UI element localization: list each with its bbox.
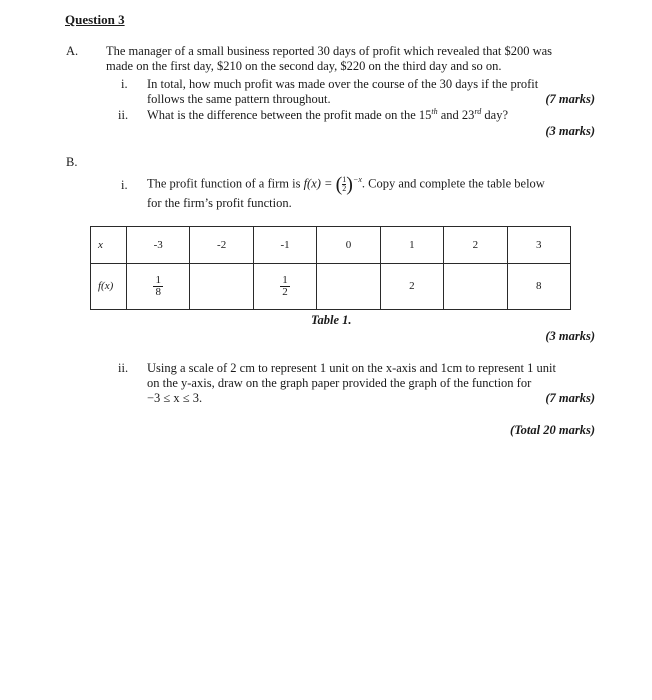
- part-b-q2-line3: −3 ≤ x ≤ 3.: [147, 391, 203, 405]
- part-a-q1-line2: follows the same pattern throughout.: [147, 92, 331, 106]
- profit-function-table: [90, 226, 571, 310]
- part-b-q1-number: i.: [121, 178, 128, 192]
- question-title: Question 3: [65, 12, 125, 27]
- table-cell-x: -1: [253, 227, 316, 264]
- part-a-q1-marks: (7 marks): [545, 92, 595, 106]
- part-b-q2-line2: on the y-axis, draw on the graph paper provided the graph of the function for: [147, 376, 532, 390]
- table-cell-fx-empty: [317, 264, 380, 310]
- part-a-q1-number: i.: [121, 77, 128, 91]
- table-cell-fx-empty: [444, 264, 507, 310]
- table-row-fx: [91, 264, 571, 310]
- part-a-q2-number: ii.: [118, 108, 129, 122]
- part-a-intro-line1: The manager of a small business reported 30 days of profit which revealed that $200 was: [106, 44, 553, 58]
- part-b-q2-marks: (7 marks): [545, 391, 595, 405]
- part-a-q1-line1: In total, how much profit was made over the course of the 30 days if the profit: [147, 77, 539, 91]
- table-cell-fx: 8: [507, 264, 570, 310]
- table-cell-fx-empty: [190, 264, 253, 310]
- part-b-q1-marks: (3 marks): [545, 329, 595, 343]
- part-b-q2-number: ii.: [118, 361, 129, 375]
- part-b-q2-line1: Using a scale of 2 cm to represent 1 unit on the x-axis and 1cm to represent 1 unit: [147, 361, 556, 375]
- superscript-rd: rd: [474, 106, 482, 116]
- table-cell-x: 2: [444, 227, 507, 264]
- fraction-one-eighth: $\frac{1}{8}$: [155, 274, 161, 298]
- table-cell-fx: 2: [380, 264, 443, 310]
- part-b-q1-line2: for the firm’s profit function.: [147, 196, 292, 210]
- part-a-q2-marks: (3 marks): [545, 124, 595, 138]
- function-base-fraction: $\frac{1}{2}$: [342, 175, 347, 193]
- table-row-x: [91, 227, 571, 264]
- function-exponent: −x: [352, 175, 362, 185]
- table-header-x: x: [91, 227, 127, 264]
- table-cell-fx: [253, 264, 316, 310]
- fraction-one-half: $\frac{1}{2}$: [282, 274, 288, 298]
- table-cell-x: 1: [380, 227, 443, 264]
- part-b-label: B.: [66, 155, 78, 169]
- table-cell-x: 0: [317, 227, 380, 264]
- part-a-intro-line2: made on the first day, $210 on the second day, $220 on the third day and so on.: [106, 59, 502, 73]
- part-a-label: A.: [66, 44, 79, 58]
- table-cell-x: -3: [127, 227, 190, 264]
- table-cell-fx: [127, 264, 190, 310]
- table-caption: Table 1.: [311, 313, 352, 327]
- table-header-fx: f(x): [91, 264, 127, 310]
- part-a-q2-text: What is the difference between the profit made on the 15th and 23rd day?: [147, 106, 508, 122]
- part-b-q1-line1: The profit function of a firm is f(x) = ( $\frac{1}{2}$ )$^{-x}$. Copy and complete the table below: [147, 173, 545, 196]
- table-cell-x: 3: [507, 227, 570, 264]
- superscript-th: th: [431, 106, 438, 116]
- function-notation: f(x) =: [303, 176, 336, 191]
- total-marks: (Total 20 marks): [510, 423, 595, 437]
- table-cell-x: -2: [190, 227, 253, 264]
